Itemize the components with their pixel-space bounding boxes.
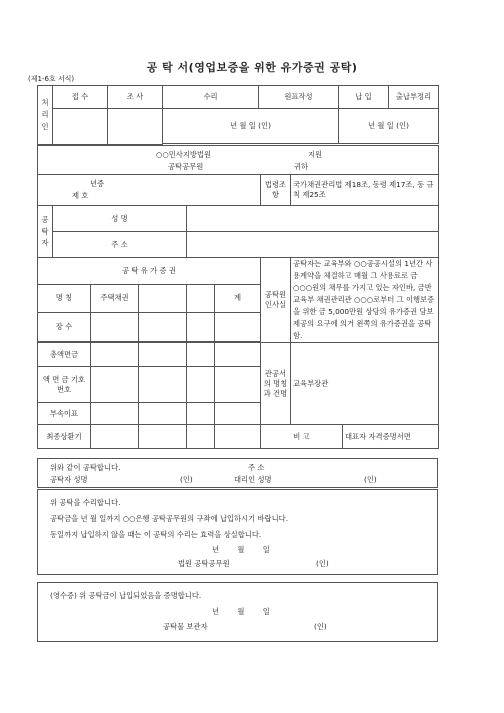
- acceptance-seal: (인): [316, 559, 329, 568]
- acceptance-date: 년 월 일: [212, 545, 270, 554]
- receipt-keeper: 공탁물 보관자: [163, 622, 208, 631]
- payment-date: 년 월 일 (인): [339, 109, 439, 144]
- securities-total-label: 계: [215, 285, 261, 312]
- securities-col-2: [139, 285, 187, 312]
- faceno-cell-1: [91, 367, 139, 403]
- court-name: ○○민사지방법원: [156, 150, 212, 159]
- acceptance-box: [37, 489, 438, 575]
- case-year-label: 년증: [90, 179, 105, 188]
- coupon-cell-2: [139, 403, 187, 425]
- remarks-label: 비 고: [261, 425, 343, 449]
- maturity-cell-total: [215, 425, 261, 449]
- remarks-value: 대표자 자격증명서면: [343, 425, 439, 449]
- face-no-label: 액 면 금 기호번호: [38, 367, 91, 403]
- form-number: (제1-6호 서식): [28, 75, 75, 83]
- securities-name-value: 주택채권: [91, 285, 139, 312]
- declaration-box: [37, 458, 438, 488]
- acceptance-line-1: 위 공탁을 수리합니다.: [50, 498, 121, 507]
- page-title: 공 탁 서(영업보증을 위한 유가증권 공탁): [146, 61, 358, 74]
- acceptance-officer: 법원 공탁공무원: [178, 559, 230, 568]
- securities-count-label: 장 수: [38, 312, 91, 342]
- coupon-cell-3: [187, 403, 215, 425]
- investigate-cell: [108, 109, 163, 145]
- office-value: 교육부장관: [291, 343, 439, 425]
- depositor-seal: (인): [180, 475, 193, 484]
- declaration-line: 위와 같이 공탁합니다.: [50, 463, 121, 472]
- receipt-box: [37, 582, 438, 642]
- coupon-cell-total: [215, 403, 261, 425]
- faceno-cell-2: [139, 367, 187, 403]
- faceno-cell-total: [215, 367, 261, 403]
- header-original-record: 원표작성: [259, 86, 339, 109]
- main-form-table: [37, 145, 439, 449]
- face-cell-2: [139, 343, 187, 367]
- maturity-cell-1: [91, 425, 139, 449]
- face-total-label: 총액면금: [38, 343, 91, 367]
- processing-table: [37, 85, 439, 145]
- face-cell-total: [215, 343, 261, 367]
- count-cell-total: [215, 312, 261, 342]
- agent-seal: (인): [364, 475, 377, 484]
- securities-col-3: [187, 285, 215, 312]
- face-cell-3: [187, 343, 215, 367]
- header-accept: 수리: [163, 86, 259, 109]
- securities-header: 공 탁 유 가 증 권: [38, 258, 261, 285]
- officer-label: 공탁공무원: [168, 162, 204, 171]
- faceno-cell-3: [187, 367, 215, 403]
- coupon-cell-1: [91, 403, 139, 425]
- court-branch: 지원: [308, 150, 323, 159]
- depositor-name-label: 성 명: [53, 206, 187, 232]
- count-cell-1: [91, 312, 139, 342]
- maturity-cell-2: [139, 425, 187, 449]
- depositor-side-label: 공탁자: [38, 206, 53, 258]
- cause-label: 공탁원인사실: [261, 258, 291, 343]
- declaration-address-label: 주 소: [248, 463, 265, 472]
- header-ledger: 출납부정리: [389, 86, 439, 109]
- depositor-name-field[interactable]: [187, 206, 439, 232]
- maturity-cell-3: [187, 425, 215, 449]
- maturity-label: 최종상환기: [38, 425, 91, 449]
- processing-side-label: 처리인: [38, 86, 53, 145]
- header-payment: 납 입: [339, 86, 389, 109]
- honorific-label: 귀하: [294, 162, 309, 171]
- coupon-label: 부속이표: [38, 403, 91, 425]
- accept-date: 년 월 일 (인): [163, 109, 339, 144]
- depositor-name-text: 공탁자 성명: [50, 475, 88, 484]
- count-cell-2: [139, 312, 187, 342]
- law-label: 법령조항: [261, 175, 291, 206]
- acceptance-line-2: 공탁금을 년 월 일까지 ○○은행 공탁공무원의 구좌에 납입하시기 바랍니다.: [50, 514, 289, 523]
- cause-text: 공탁자는 교육부와 ○○공공시설의 1년간 사용계약을 체결하고 매월 그 사용료로 금 ○○○원의 채무를 가지고 있는 자인바, 금반 교육부 채권관리관 ○○○로부터 그 이행보증을 위한 금 5,000만원 상당의 유가증권 담보제공의 요구에 의거 왼쪽의 유가증권을 공탁함.: [291, 258, 439, 343]
- receive-cell: [53, 109, 108, 145]
- receipt-date: 년 월 일: [212, 607, 270, 616]
- agent-name-text: 대리인 성명: [234, 475, 272, 484]
- acceptance-line-3: 동일까지 납입하지 않을 때는 이 공탁의 수리는 효력을 상실합니다.: [50, 530, 262, 539]
- header-investigate: 조 사: [108, 86, 163, 109]
- receipt-seal: (인): [314, 622, 327, 631]
- count-cell-3: [187, 312, 215, 342]
- receipt-line: (영수증) 위 공탁금이 납입되었음을 증명합니다.: [50, 591, 202, 600]
- face-cell-1: [91, 343, 139, 367]
- securities-name-label: 명 칭: [38, 285, 91, 312]
- depositor-address-label: 주 소: [53, 232, 187, 258]
- case-no-label: 제 호: [72, 191, 89, 200]
- office-label: 관공서의 명칭과 건명: [261, 343, 291, 425]
- depositor-address-field[interactable]: [187, 232, 439, 258]
- law-value: 국가채권관리법 제18조, 동령 제17조, 동 규칙 제25조: [291, 175, 439, 206]
- header-receive: 접 수: [53, 86, 108, 109]
